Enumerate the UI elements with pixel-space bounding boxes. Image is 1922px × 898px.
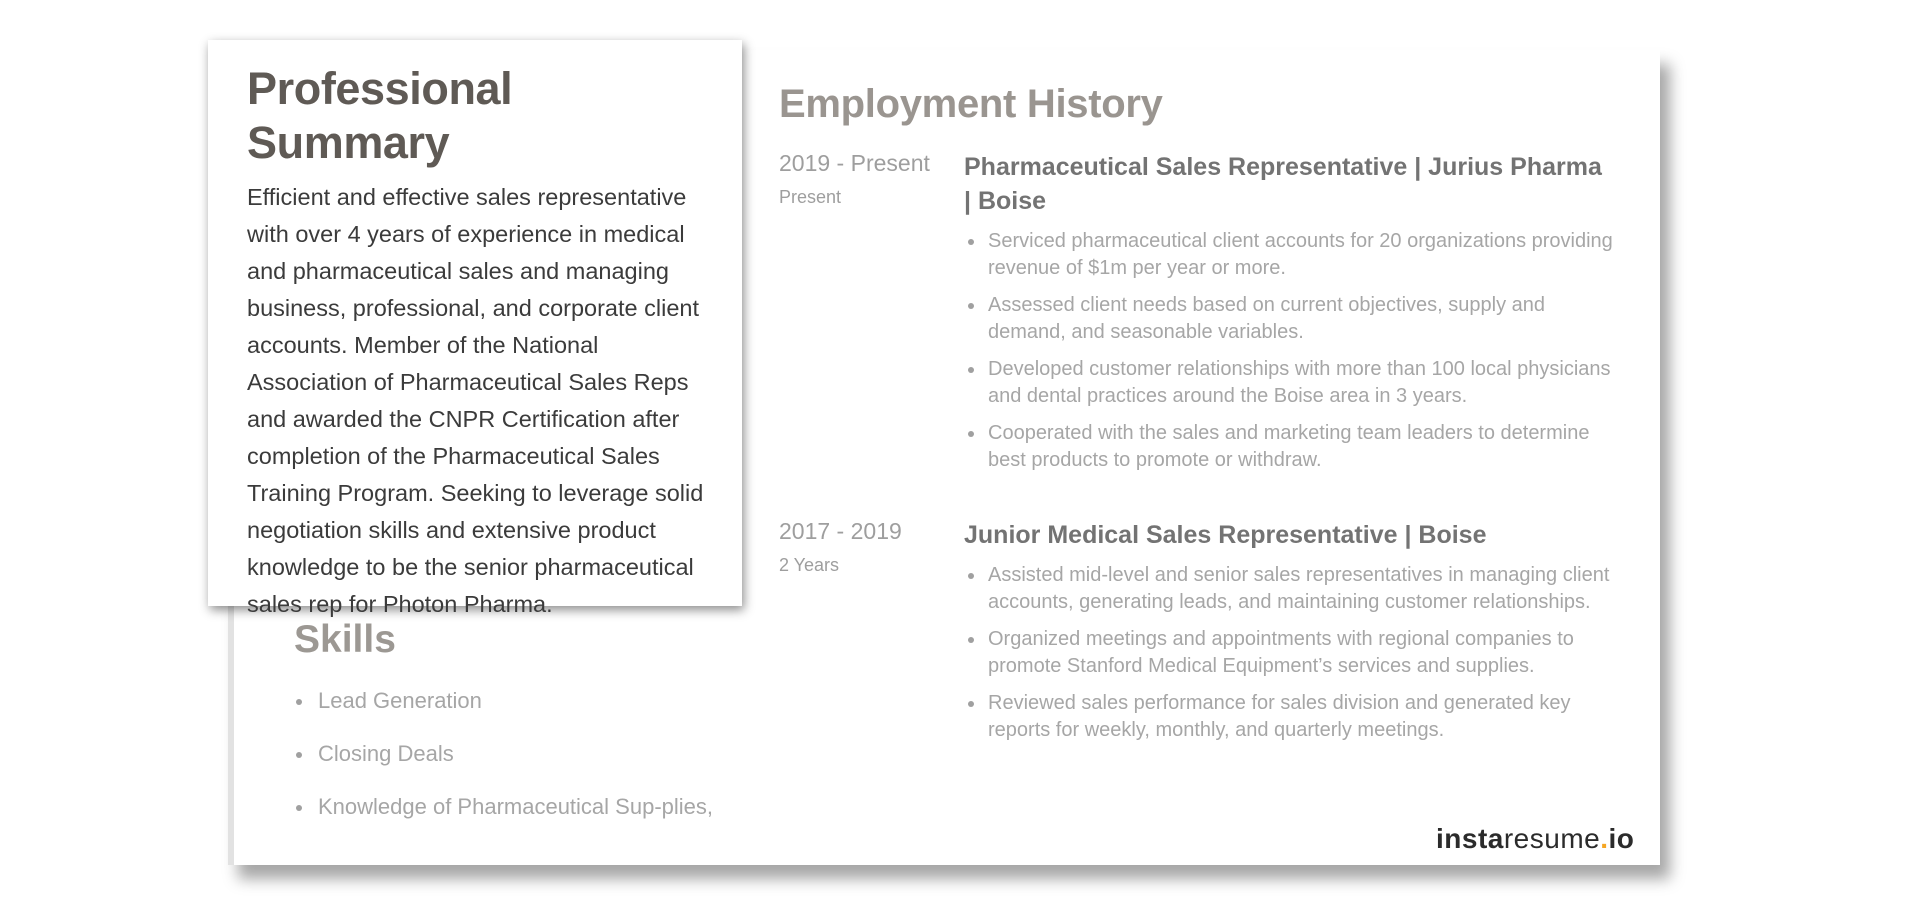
employment-history-heading: Employment History xyxy=(779,82,1163,126)
job-bullets xyxy=(964,228,1614,474)
logo-part-io: io xyxy=(1608,823,1635,854)
job-dates: 2019 - Present xyxy=(779,150,930,176)
instaresume-logo xyxy=(1436,823,1634,855)
summary-title: Professional Summary xyxy=(247,63,513,168)
job-title: Junior Medical Sales Representative | Boise xyxy=(964,521,1487,549)
list-item: Cooperated with the sales and marketing team leaders to determine best products to promote or withdraw. xyxy=(964,420,1614,474)
list-item: Serviced pharmaceutical client accounts for 20 organizations providing revenue of $1m per year or more. xyxy=(964,228,1614,282)
list-item: Assisted mid-level and senior sales representatives in managing client accounts, generating leads, and maintaining customer relationships. xyxy=(964,562,1614,616)
professional-summary-card xyxy=(208,40,742,617)
list-item: Organized meetings and appointments with regional companies to promote Stanford Medical Equipment’s services and supplies. xyxy=(964,626,1614,680)
job-title: Pharmaceutical Sales Representative | Jurius Pharma | Boise xyxy=(964,153,1602,215)
skill-item: Closing Deals xyxy=(294,739,714,769)
job-duration: Present xyxy=(779,187,842,207)
job-bullets xyxy=(964,562,1614,744)
job-duration: 2 Years xyxy=(779,555,840,575)
skills-heading: Skills xyxy=(294,618,396,661)
summary-text: Efficient and effective sales representative with over 4 years of experience in medical and pharmaceutical sales and managing business, professional, and corporate client accounts. Member of the National Association of Pharmaceutical Sales Reps and awarded the CNPR Certification after completion of the Pharmaceutical Sales Training Program. Seeking to leverage solid negotiation skills and extensive product knowledge to be the senior pharmaceutical sales rep for Photon Pharma. xyxy=(247,184,704,617)
list-item: Developed customer relationships with more than 100 local physicians and dental practices around the Boise area in 3 years. xyxy=(964,356,1614,410)
logo-part-resume: resume xyxy=(1503,823,1601,854)
skill-item: Lead Generation xyxy=(294,686,714,716)
logo-dot: . xyxy=(1600,823,1609,854)
job-body xyxy=(964,150,1614,484)
logo-part-insta: insta xyxy=(1436,823,1504,854)
list-item: Reviewed sales performance for sales division and generated key reports for weekly, monthly, and quarterly meetings. xyxy=(964,690,1614,744)
job-body xyxy=(964,518,1614,754)
list-item: Assessed client needs based on current objectives, supply and demand, and seasonable variables. xyxy=(964,292,1614,346)
skill-item: Knowledge of Pharmaceutical Sup-plies, xyxy=(294,792,714,822)
job-dates: 2017 - 2019 xyxy=(779,518,902,544)
skills-list xyxy=(294,686,714,845)
